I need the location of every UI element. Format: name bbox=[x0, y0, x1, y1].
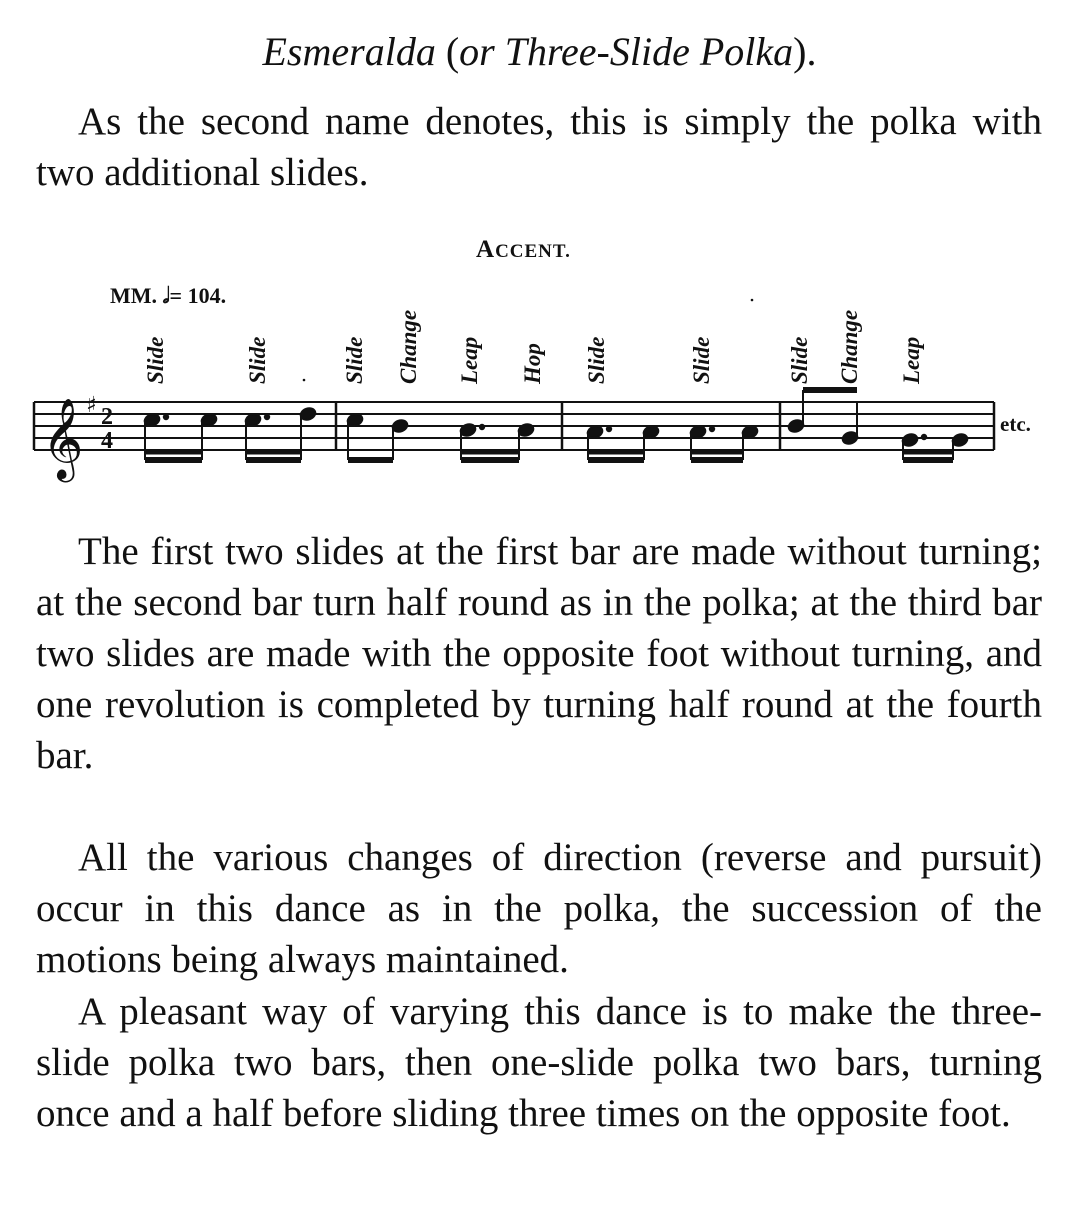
note-beam bbox=[691, 450, 743, 455]
step-label: Hop bbox=[520, 343, 545, 384]
step-label: Change bbox=[837, 309, 862, 384]
paragraph-variation: A pleasant way of varying this dance is to make the three-slide polka two bars, then one-slide polka two bars, turning once and a half before sliding three times on the opposite foot. bbox=[36, 990, 1042, 1135]
sharp-icon: ♯ bbox=[86, 393, 97, 418]
step-label: Leap bbox=[457, 336, 482, 384]
title-alt: or Three-Slide Polka bbox=[459, 29, 794, 74]
step-label: Slide bbox=[342, 336, 367, 384]
treble-clef-icon: 𝄞 bbox=[42, 397, 84, 479]
note-beam bbox=[461, 450, 519, 455]
etc-label: etc. bbox=[1000, 412, 1031, 436]
note-beam bbox=[903, 457, 953, 463]
note-dot bbox=[922, 435, 926, 439]
paragraph-directions: All the various changes of direction (reverse and pursuit) occur in this dance as in the polka, the succession of the motions being always maintained. bbox=[36, 836, 1042, 981]
note-beam bbox=[461, 457, 519, 463]
step-label: Slide bbox=[584, 336, 609, 384]
svg-text:2: 2 bbox=[101, 404, 113, 430]
title-main: Esmeralda bbox=[262, 29, 436, 74]
note-beam bbox=[348, 457, 393, 463]
paragraph-intro: As the second name denotes, this is simply the polka with two additional slides. bbox=[36, 100, 1042, 194]
note-beam bbox=[803, 387, 857, 393]
tempo-value: = 104. bbox=[169, 283, 227, 308]
note-beam bbox=[145, 457, 202, 463]
note-beam bbox=[145, 450, 202, 455]
time-signature bbox=[101, 404, 113, 454]
print-speck bbox=[751, 299, 754, 302]
svg-text:4: 4 bbox=[101, 428, 113, 454]
step-label: Slide bbox=[787, 336, 812, 384]
note-beam bbox=[246, 457, 301, 463]
note-dot bbox=[607, 427, 611, 431]
half-note-icon: 𝅗𝅥 bbox=[162, 283, 170, 308]
print-speck bbox=[303, 379, 306, 382]
accent-initial: A bbox=[476, 236, 496, 263]
note-beam bbox=[588, 457, 644, 463]
note-beam bbox=[691, 457, 743, 463]
page-title bbox=[0, 28, 1079, 75]
note-dot bbox=[480, 425, 484, 429]
paragraph-first-bars: The first two slides at the first bar are made without turning; at the second bar turn half round as in the polka; at the third bar two slides are made with the opposite foot without turning, and one revolution is completed by turning half round at the fourth bar. bbox=[36, 530, 1042, 777]
title-paren-close: ). bbox=[793, 29, 817, 74]
note-dot bbox=[265, 415, 269, 419]
step-label: Change bbox=[396, 309, 421, 384]
note-beam bbox=[903, 450, 953, 455]
accent-rest: CCENT. bbox=[495, 241, 571, 262]
note-dot bbox=[164, 415, 168, 419]
title-paren-open: ( bbox=[435, 29, 460, 74]
note-beam bbox=[246, 450, 301, 455]
step-label: Slide bbox=[245, 336, 270, 384]
note-beam bbox=[588, 450, 644, 455]
step-label: Leap bbox=[899, 336, 924, 384]
note-dot bbox=[710, 427, 714, 431]
step-label: Slide bbox=[689, 336, 714, 384]
step-label: Slide bbox=[143, 336, 168, 384]
tempo-label: MM. bbox=[110, 283, 158, 308]
